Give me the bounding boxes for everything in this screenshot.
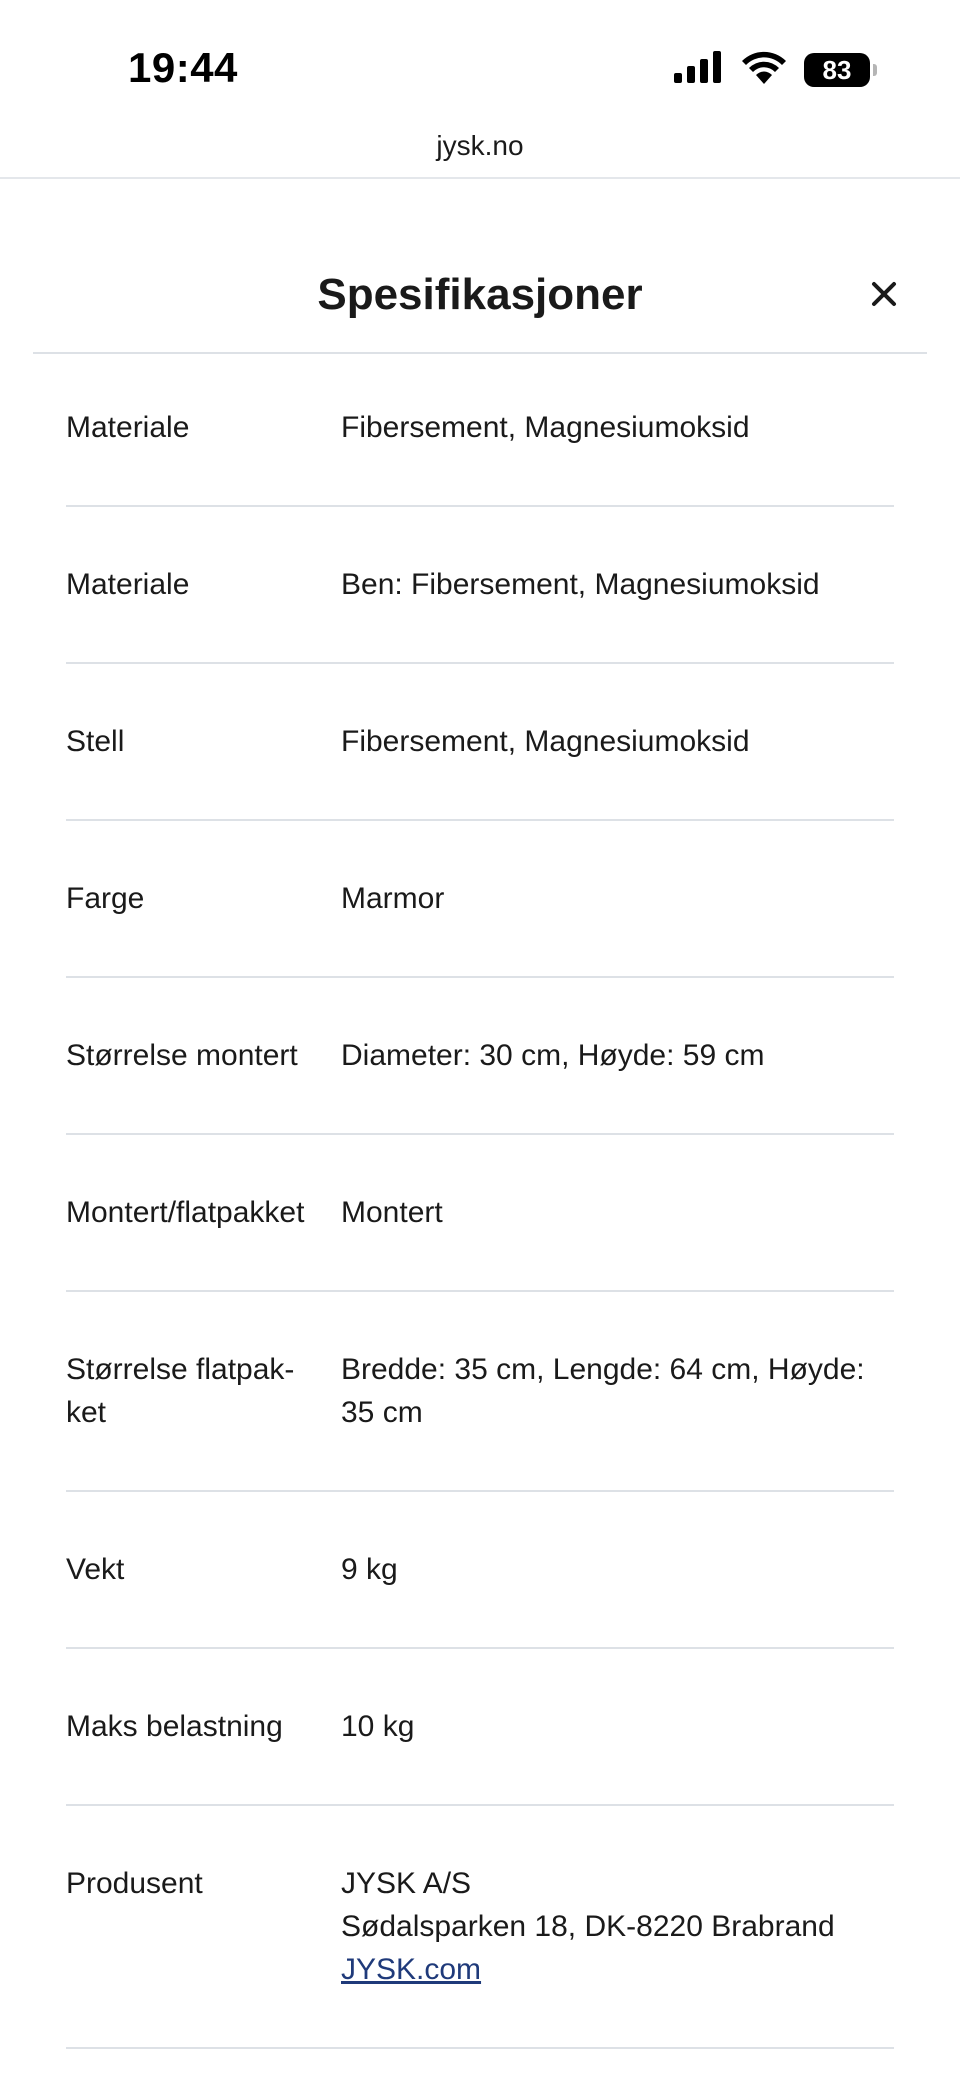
status-bar [0,0,960,120]
wifi-icon [742,50,786,89]
spec-label: Materiale [66,411,190,444]
manufacturer-address: Sødalsparken 18, DK-8220 Brabrand [341,1910,835,1943]
status-icons [674,50,870,89]
status-time: 19:44 [128,44,238,91]
modal-header [0,250,960,340]
spec-value: Fibersement, Magnesiumoksid [341,411,750,444]
spec-label: Produsent [66,1867,203,1900]
close-button[interactable] [864,276,904,316]
spec-value: Fibersement, Magnesiumoksid [341,725,750,758]
modal-title: Spesifikasjoner [317,270,643,319]
spec-value: 10 kg [341,1710,415,1743]
spec-label: Maks belastning [66,1710,283,1743]
spec-row [66,1806,894,2049]
spec-value: 9 kg [341,1553,398,1586]
cellular-signal-icon [674,51,724,88]
spec-row [66,664,894,821]
spec-row [66,1492,894,1649]
spec-value [341,1862,894,1991]
toolbar-divider [0,177,960,179]
spec-label: Farge [66,882,145,915]
manufacturer-name: JYSK A/S [341,1867,472,1900]
spec-value: Montert [341,1196,443,1229]
battery-level: 83 [822,54,852,85]
spec-row [66,354,894,507]
spec-row [66,821,894,978]
spec-value: Diameter: 30 cm, Høyde: 59 cm [341,1039,765,1072]
spec-label: Materiale [66,568,190,601]
url-bar[interactable]: jysk.no [436,130,524,161]
spec-row [66,1649,894,1806]
spec-value: Ben: Fibersement, Magnesiumoksid [341,568,820,601]
spec-label: Vekt [66,1553,125,1586]
spec-value: Marmor [341,882,445,915]
battery-icon [804,53,870,87]
manufacturer-link[interactable]: JYSK.com [341,1953,482,1986]
spec-row [66,507,894,664]
spec-row [66,978,894,1135]
spec-label: Størrelse flatpak-ket [66,1353,295,1429]
spec-label: Montert/flatpakket [66,1196,305,1229]
close-icon [871,281,897,312]
spec-row [66,1292,894,1492]
spec-list [66,354,894,2049]
spec-label: Stell [66,725,125,758]
spec-label: Størrelse montert [66,1039,298,1072]
spec-value: Bredde: 35 cm, Lengde: 64 cm, Høyde: 35 cm [341,1353,865,1429]
spec-row [66,1135,894,1292]
